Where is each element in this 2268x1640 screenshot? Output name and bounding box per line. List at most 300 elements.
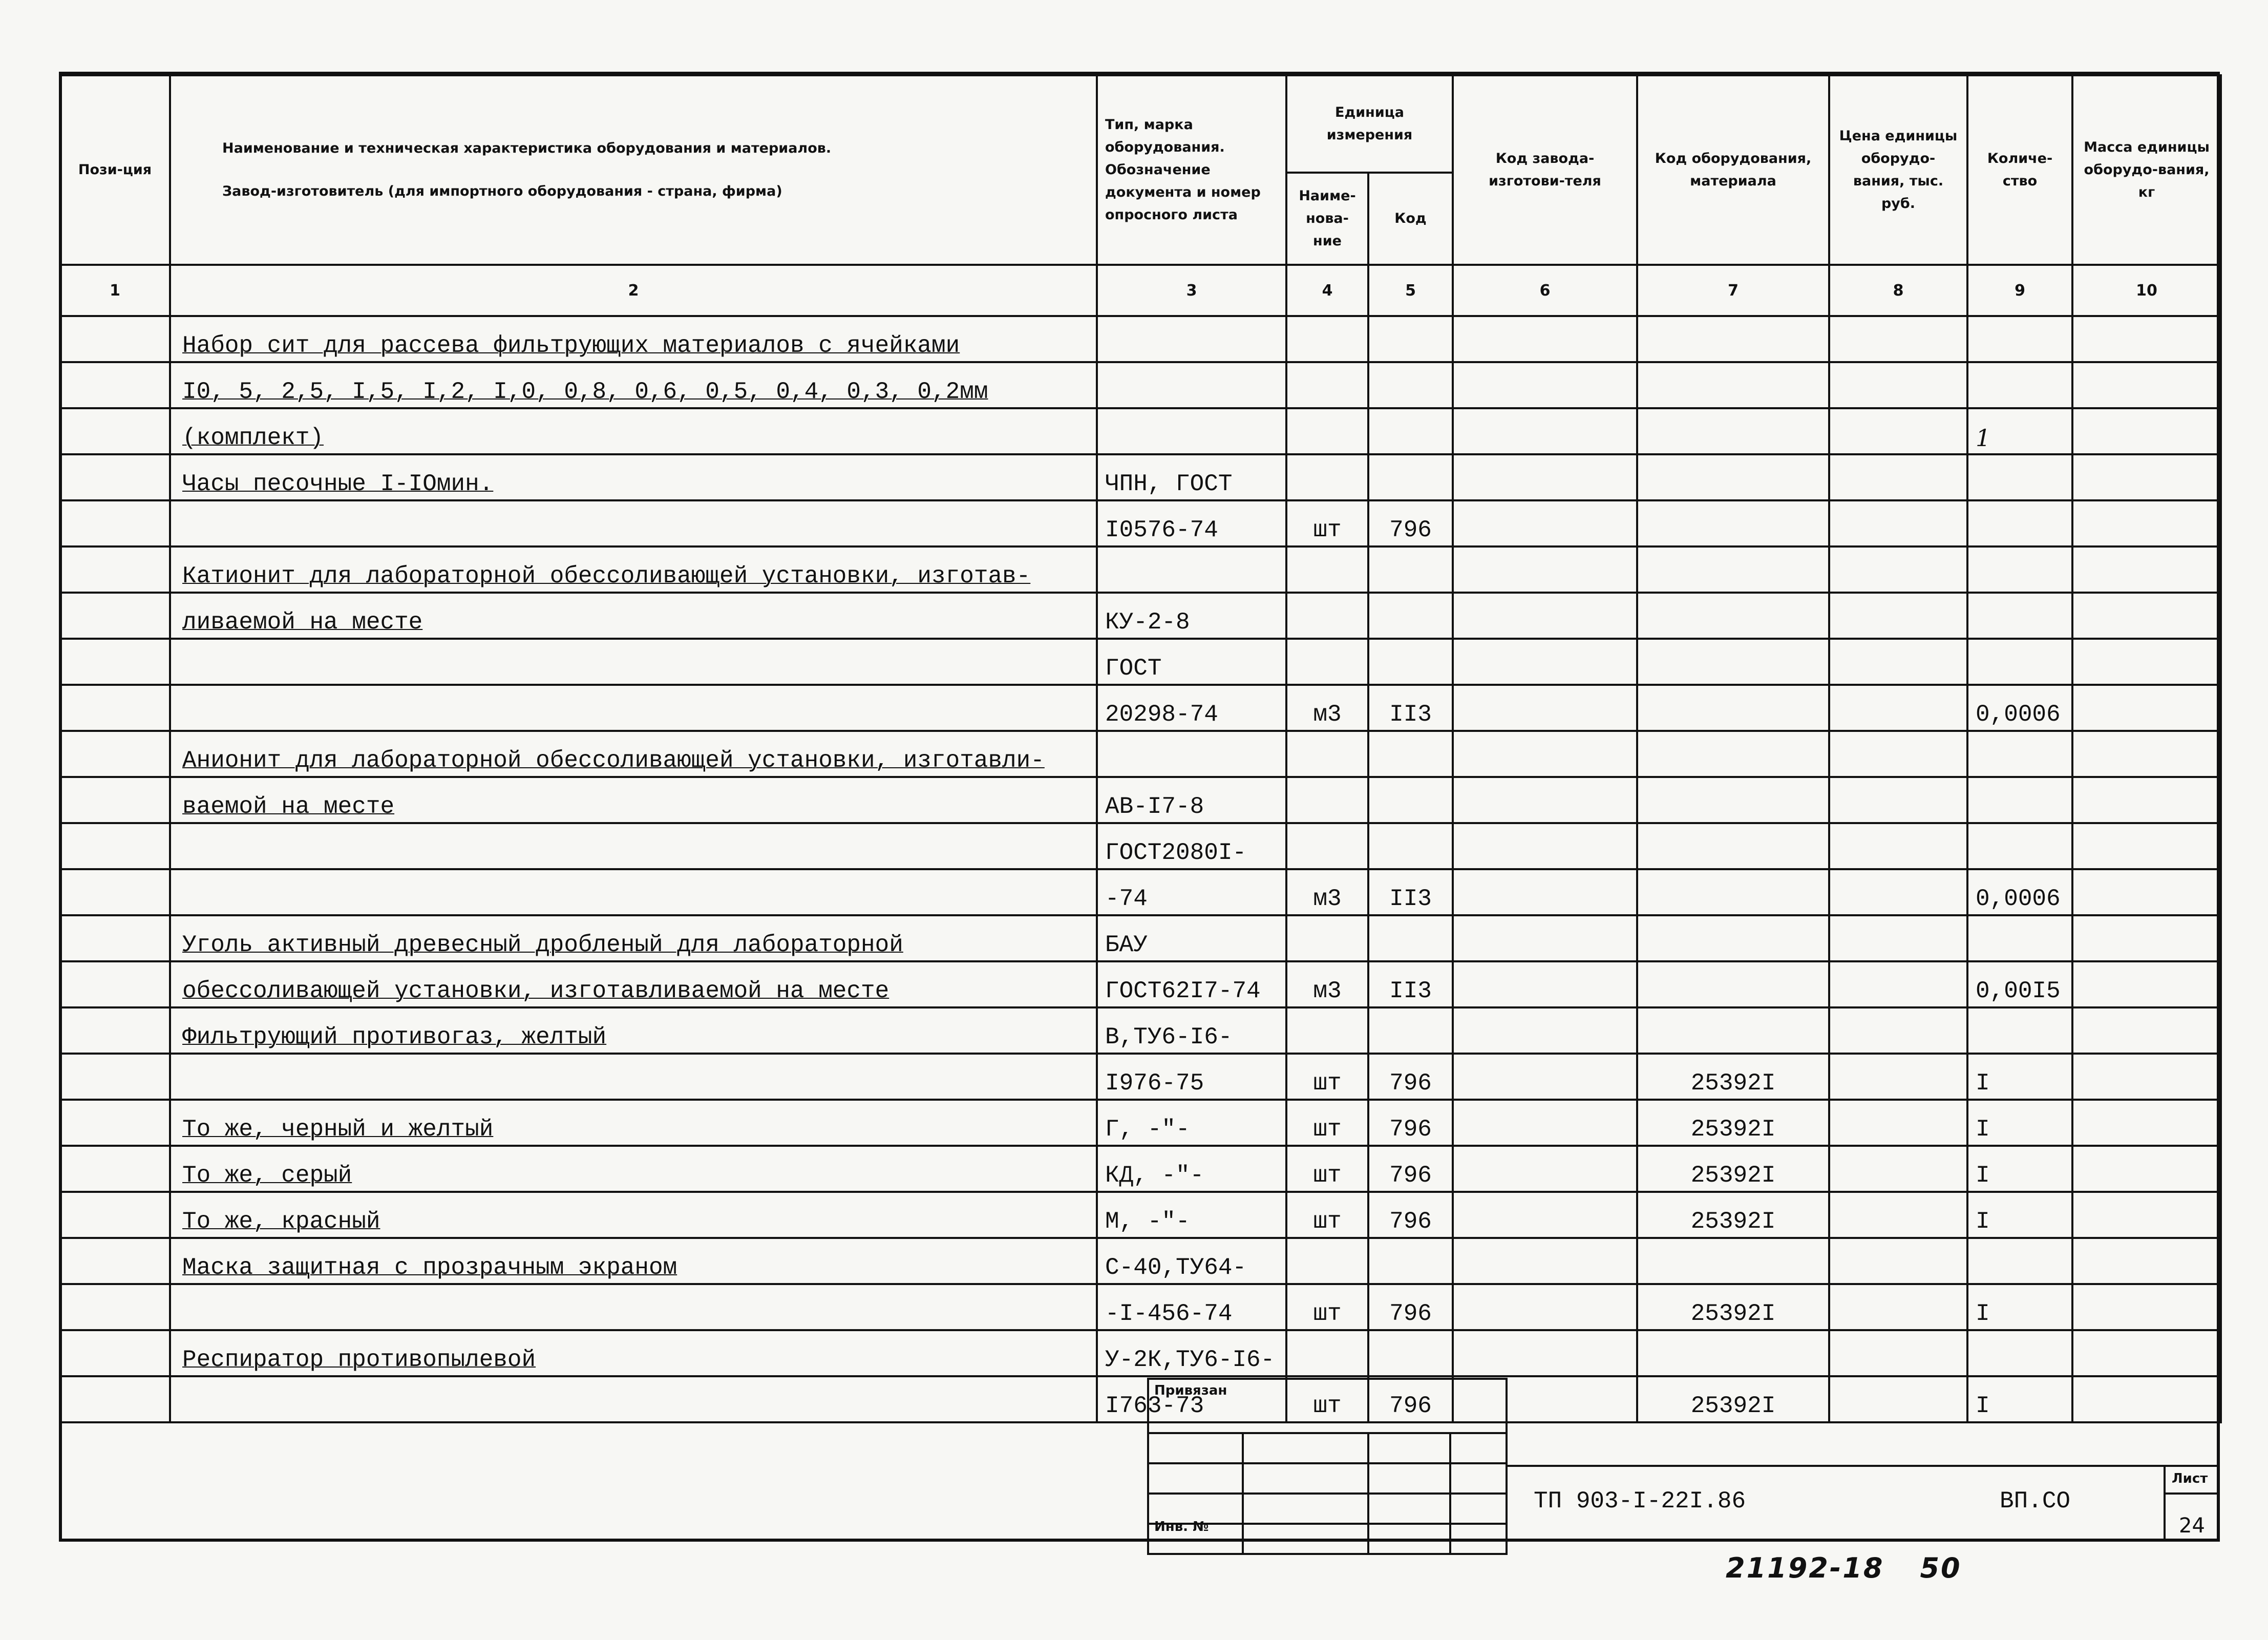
header-unit-group: Единица измерения: [1286, 75, 1453, 173]
table-row: [60, 408, 2221, 454]
unit-name-cell: [1286, 823, 1368, 869]
name-cell: Набор сит для рассева фильтрующих материалов с ячейками: [170, 316, 1097, 362]
unit-code-cell: [1368, 915, 1453, 961]
unit-code-cell: 796: [1368, 1146, 1453, 1192]
type-cell: [1097, 316, 1286, 362]
quantity-cell: [1967, 823, 2072, 869]
table-row: [60, 1192, 2221, 1238]
type-cell: С-40,ТУ64-: [1097, 1238, 1286, 1284]
quantity-cell: 0,0006: [1967, 869, 2072, 915]
name-cell: [170, 685, 1097, 731]
quantity-cell: I: [1967, 1284, 2072, 1330]
equipment-code-cell: [1637, 1007, 1829, 1054]
name-cell: ваемой на месте: [170, 777, 1097, 823]
factory-code-cell: [1453, 1238, 1637, 1284]
sheet-number-box: [2164, 1465, 2220, 1542]
price-cell: [1829, 362, 1967, 408]
price-cell: [1829, 1146, 1967, 1192]
price-cell: [1829, 915, 1967, 961]
price-cell: [1829, 593, 1967, 639]
column-number: 7: [1637, 265, 1829, 316]
mass-cell: [2072, 593, 2221, 639]
header-equipment-code: Код оборудования, материала: [1637, 75, 1829, 265]
unit-name-cell: [1286, 362, 1368, 408]
unit-name-cell: [1286, 915, 1368, 961]
equipment-code-cell: 25392I: [1637, 1192, 1829, 1238]
unit-code-cell: II3: [1368, 685, 1453, 731]
unit-name-cell: м3: [1286, 685, 1368, 731]
factory-code-cell: [1453, 546, 1637, 593]
unit-code-cell: II3: [1368, 961, 1453, 1007]
type-cell: [1097, 362, 1286, 408]
position-cell: [60, 685, 170, 731]
mass-cell: [2072, 961, 2221, 1007]
mass-cell: [2072, 869, 2221, 915]
unit-code-cell: [1368, 362, 1453, 408]
price-cell: [1829, 1238, 1967, 1284]
unit-code-cell: [1368, 546, 1453, 593]
equipment-code-cell: [1637, 961, 1829, 1007]
factory-code-cell: [1453, 593, 1637, 639]
type-cell: ГОСТ: [1097, 639, 1286, 685]
mass-cell: [2072, 823, 2221, 869]
column-number: 2: [170, 265, 1097, 316]
unit-code-cell: [1368, 316, 1453, 362]
header-mass: Масса единицы оборудо-вания, кг: [2072, 75, 2221, 265]
unit-name-cell: [1286, 593, 1368, 639]
position-cell: [60, 961, 170, 1007]
position-cell: [60, 408, 170, 454]
factory-code-cell: [1453, 362, 1637, 408]
name-cell: [170, 823, 1097, 869]
mass-cell: [2072, 1007, 2221, 1054]
name-cell: [170, 500, 1097, 546]
quantity-cell: 1: [1967, 408, 2072, 454]
name-cell: То же, черный и желтый: [170, 1100, 1097, 1146]
table-row: [60, 362, 2221, 408]
bottom-page: 50: [1920, 1552, 1962, 1584]
position-cell: [60, 1007, 170, 1054]
table-row: [60, 1376, 2221, 1422]
position-cell: [60, 823, 170, 869]
mass-cell: [2072, 1146, 2221, 1192]
equipment-code-cell: [1637, 685, 1829, 731]
header-name: [170, 75, 1097, 265]
quantity-cell: [1967, 500, 2072, 546]
table-row: [60, 1284, 2221, 1330]
name-cell: Анионит для лабораторной обессоливающей установки, изготавли-: [170, 731, 1097, 777]
name-cell: То же, красный: [170, 1192, 1097, 1238]
bottom-note: [1726, 1552, 1962, 1584]
equipment-code-cell: [1637, 915, 1829, 961]
price-cell: [1829, 961, 1967, 1007]
column-number: 10: [2072, 265, 2221, 316]
equipment-code-cell: [1637, 408, 1829, 454]
factory-code-cell: [1453, 1100, 1637, 1146]
equipment-code-cell: [1637, 316, 1829, 362]
mass-cell: [2072, 1100, 2221, 1146]
header-quantity: Количе-ство: [1967, 75, 2072, 265]
position-cell: [60, 362, 170, 408]
equipment-code-cell: 25392I: [1637, 1146, 1829, 1192]
header-name-line1: Наименование и техническая характеристика оборудования и материалов.: [222, 140, 832, 156]
unit-name-cell: м3: [1286, 869, 1368, 915]
table-row: [60, 1238, 2221, 1284]
unit-code-cell: [1368, 454, 1453, 500]
column-number-row: [60, 265, 2221, 316]
quantity-cell: [1967, 1238, 2072, 1284]
price-cell: [1829, 1054, 1967, 1100]
privyazan-label: Привязан: [1154, 1383, 1227, 1398]
quantity-cell: 0,0006: [1967, 685, 2072, 731]
table-row: [60, 777, 2221, 823]
name-cell: Уголь активный древесный дробленый для лабораторной: [170, 915, 1097, 961]
section-code: ВП.СО: [2000, 1488, 2071, 1515]
factory-code-cell: [1453, 777, 1637, 823]
unit-name-cell: м3: [1286, 961, 1368, 1007]
position-cell: [60, 777, 170, 823]
unit-code-cell: [1368, 731, 1453, 777]
name-cell: Маска защитная с прозрачным экраном: [170, 1238, 1097, 1284]
header-unit-name: Наиме-нова-ние: [1286, 173, 1368, 265]
mass-cell: [2072, 316, 2221, 362]
header-unit-code: Код: [1368, 173, 1453, 265]
factory-code-cell: [1453, 915, 1637, 961]
name-cell: Фильтрующий противогаз, желтый: [170, 1007, 1097, 1054]
mass-cell: [2072, 777, 2221, 823]
factory-code-cell: [1453, 1054, 1637, 1100]
factory-code-cell: [1453, 961, 1637, 1007]
inventory-number-label: Инв. №: [1154, 1519, 1209, 1534]
unit-code-cell: II3: [1368, 869, 1453, 915]
quantity-cell: [1967, 593, 2072, 639]
unit-name-cell: [1286, 546, 1368, 593]
quantity-cell: [1967, 731, 2072, 777]
mass-cell: [2072, 685, 2221, 731]
unit-name-cell: шт: [1286, 1192, 1368, 1238]
column-number: 1: [60, 265, 170, 316]
unit-name-cell: шт: [1286, 1376, 1368, 1422]
type-cell: У-2К,ТУ6-I6-: [1097, 1330, 1286, 1376]
title-block: [1147, 1378, 1506, 1542]
type-cell: I763-73: [1097, 1376, 1286, 1422]
name-cell: То же, серый: [170, 1146, 1097, 1192]
equipment-code-cell: [1637, 546, 1829, 593]
table-row: [60, 1100, 2221, 1146]
name-cell: Катионит для лабораторной обессоливающей установки, изготав-: [170, 546, 1097, 593]
mass-cell: [2072, 639, 2221, 685]
type-cell: М, -"-: [1097, 1192, 1286, 1238]
equipment-code-cell: [1637, 362, 1829, 408]
unit-code-cell: [1368, 777, 1453, 823]
name-cell: Часы песочные I-IOмин.: [170, 454, 1097, 500]
price-cell: [1829, 546, 1967, 593]
unit-code-cell: 796: [1368, 1100, 1453, 1146]
factory-code-cell: [1453, 1284, 1637, 1330]
name-cell: [170, 1376, 1097, 1422]
type-cell: ГОСТ62I7-74: [1097, 961, 1286, 1007]
equipment-code-cell: [1637, 454, 1829, 500]
unit-code-cell: [1368, 1007, 1453, 1054]
unit-name-cell: [1286, 639, 1368, 685]
header-name-line2: Завод-изготовитель (для импортного оборудования - страна, фирма): [222, 183, 782, 199]
factory-code-cell: [1453, 316, 1637, 362]
bottom-code: 21192-18: [1726, 1552, 1884, 1584]
price-cell: [1829, 823, 1967, 869]
table-row: [60, 1330, 2221, 1376]
quantity-cell: I: [1967, 1146, 2072, 1192]
price-cell: [1829, 454, 1967, 500]
unit-code-cell: [1368, 593, 1453, 639]
header-position: Пози-ция: [60, 75, 170, 265]
quantity-cell: [1967, 1330, 2072, 1376]
type-cell: ГОСТ2080I-: [1097, 823, 1286, 869]
unit-name-cell: [1286, 731, 1368, 777]
column-number: 8: [1829, 265, 1967, 316]
position-cell: [60, 915, 170, 961]
unit-name-cell: шт: [1286, 500, 1368, 546]
mass-cell: [2072, 546, 2221, 593]
factory-code-cell: [1453, 639, 1637, 685]
price-cell: [1829, 408, 1967, 454]
price-cell: [1829, 869, 1967, 915]
unit-code-cell: 796: [1368, 1376, 1453, 1422]
name-cell: [170, 639, 1097, 685]
position-cell: [60, 1330, 170, 1376]
unit-name-cell: шт: [1286, 1284, 1368, 1330]
mass-cell: [2072, 1238, 2221, 1284]
position-cell: [60, 1376, 170, 1422]
quantity-cell: I: [1967, 1100, 2072, 1146]
type-cell: КД, -"-: [1097, 1146, 1286, 1192]
position-cell: [60, 1238, 170, 1284]
quantity-cell: [1967, 546, 2072, 593]
mass-cell: [2072, 408, 2221, 454]
header-type: Тип, марка оборудования. Обозначение документа и номер опросного листа: [1097, 75, 1286, 265]
quantity-cell: [1967, 1007, 2072, 1054]
price-cell: [1829, 500, 1967, 546]
price-cell: [1829, 1100, 1967, 1146]
unit-code-cell: [1368, 1238, 1453, 1284]
name-cell: обессоливающей установки, изготавливаемой на месте: [170, 961, 1097, 1007]
name-cell: [170, 1284, 1097, 1330]
unit-name-cell: шт: [1286, 1100, 1368, 1146]
sheet-label: Лист: [2172, 1471, 2208, 1486]
header-row: [60, 75, 2221, 173]
mass-cell: [2072, 500, 2221, 546]
mass-cell: [2072, 915, 2221, 961]
unit-code-cell: 796: [1368, 1284, 1453, 1330]
table-row: [60, 593, 2221, 639]
position-cell: [60, 1100, 170, 1146]
quantity-cell: [1967, 454, 2072, 500]
mass-cell: [2072, 731, 2221, 777]
equipment-code-cell: 25392I: [1637, 1054, 1829, 1100]
type-cell: [1097, 408, 1286, 454]
equipment-code-cell: 25392I: [1637, 1100, 1829, 1146]
name-cell: [170, 869, 1097, 915]
name-cell: (комплект): [170, 408, 1097, 454]
column-number: 4: [1286, 265, 1368, 316]
equipment-code-cell: [1637, 593, 1829, 639]
factory-code-cell: [1453, 823, 1637, 869]
type-cell: КУ-2-8: [1097, 593, 1286, 639]
column-number: 6: [1453, 265, 1637, 316]
mass-cell: [2072, 1192, 2221, 1238]
mass-cell: [2072, 1376, 2221, 1422]
table-row: [60, 1007, 2221, 1054]
specification-body: [60, 316, 2221, 1422]
type-cell: I976-75: [1097, 1054, 1286, 1100]
column-number: 3: [1097, 265, 1286, 316]
table-row: [60, 1054, 2221, 1100]
mass-cell: [2072, 1284, 2221, 1330]
unit-code-cell: [1368, 639, 1453, 685]
position-cell: [60, 1146, 170, 1192]
position-cell: [60, 1192, 170, 1238]
factory-code-cell: [1453, 685, 1637, 731]
table-row: [60, 500, 2221, 546]
price-cell: [1829, 316, 1967, 362]
type-cell: БАУ: [1097, 915, 1286, 961]
type-cell: В,ТУ6-I6-: [1097, 1007, 1286, 1054]
quantity-cell: I: [1967, 1192, 2072, 1238]
factory-code-cell: [1453, 408, 1637, 454]
table-row: [60, 823, 2221, 869]
name-cell: ливаемой на месте: [170, 593, 1097, 639]
position-cell: [60, 316, 170, 362]
table-row: [60, 639, 2221, 685]
quantity-cell: [1967, 915, 2072, 961]
factory-code-cell: [1453, 731, 1637, 777]
factory-code-cell: [1453, 1330, 1637, 1376]
type-cell: Г, -"-: [1097, 1100, 1286, 1146]
table-row: [60, 1146, 2221, 1192]
name-cell: [170, 1054, 1097, 1100]
unit-name-cell: [1286, 1238, 1368, 1284]
table-row: [60, 316, 2221, 362]
unit-code-cell: 796: [1368, 1054, 1453, 1100]
position-cell: [60, 500, 170, 546]
position-cell: [60, 639, 170, 685]
table-row: [60, 685, 2221, 731]
unit-name-cell: [1286, 408, 1368, 454]
mass-cell: [2072, 1054, 2221, 1100]
name-cell: I0, 5, 2,5, I,5, I,2, I,0, 0,8, 0,6, 0,5, 0,4, 0,3, 0,2мм: [170, 362, 1097, 408]
unit-name-cell: [1286, 1007, 1368, 1054]
header-price: Цена единицы оборудо-вания, тыс. руб.: [1829, 75, 1967, 265]
table-row: [60, 915, 2221, 961]
name-cell: Респиратор противопылевой: [170, 1330, 1097, 1376]
equipment-code-cell: 25392I: [1637, 1376, 1829, 1422]
unit-code-cell: [1368, 1330, 1453, 1376]
price-cell: [1829, 685, 1967, 731]
quantity-cell: I: [1967, 1054, 2072, 1100]
document-code: ТП 903-I-22I.86: [1534, 1488, 1746, 1515]
mass-cell: [2072, 1330, 2221, 1376]
column-number: 5: [1368, 265, 1453, 316]
unit-name-cell: [1286, 316, 1368, 362]
price-cell: [1829, 731, 1967, 777]
sheet-number: 24: [2179, 1514, 2205, 1538]
price-cell: [1829, 1284, 1967, 1330]
price-cell: [1829, 1376, 1967, 1422]
position-cell: [60, 546, 170, 593]
equipment-code-cell: [1637, 639, 1829, 685]
unit-name-cell: шт: [1286, 1146, 1368, 1192]
unit-name-cell: [1286, 777, 1368, 823]
type-cell: 20298-74: [1097, 685, 1286, 731]
mass-cell: [2072, 362, 2221, 408]
type-cell: АВ-I7-8: [1097, 777, 1286, 823]
position-cell: [60, 593, 170, 639]
type-cell: I0576-74: [1097, 500, 1286, 546]
unit-code-cell: 796: [1368, 1192, 1453, 1238]
unit-code-cell: [1368, 408, 1453, 454]
type-cell: ЧПН, ГОСТ: [1097, 454, 1286, 500]
table-row: [60, 731, 2221, 777]
quantity-cell: [1967, 777, 2072, 823]
header-factory-code: Код завода-изготови-теля: [1453, 75, 1637, 265]
position-cell: [60, 869, 170, 915]
equipment-code-cell: [1637, 777, 1829, 823]
equipment-code-cell: [1637, 1238, 1829, 1284]
position-cell: [60, 1054, 170, 1100]
type-cell: [1097, 546, 1286, 593]
factory-code-cell: [1453, 869, 1637, 915]
equipment-code-cell: [1637, 731, 1829, 777]
price-cell: [1829, 1192, 1967, 1238]
quantity-cell: [1967, 639, 2072, 685]
column-number: 9: [1967, 265, 2072, 316]
quantity-cell: I: [1967, 1376, 2072, 1422]
price-cell: [1829, 1007, 1967, 1054]
table-row: [60, 454, 2221, 500]
type-cell: [1097, 731, 1286, 777]
position-cell: [60, 1284, 170, 1330]
quantity-cell: [1967, 316, 2072, 362]
factory-code-cell: [1453, 454, 1637, 500]
specification-table: [59, 74, 2222, 1423]
equipment-code-cell: [1637, 1330, 1829, 1376]
quantity-cell: 0,00I5: [1967, 961, 2072, 1007]
factory-code-cell: [1453, 1007, 1637, 1054]
factory-code-cell: [1453, 1192, 1637, 1238]
equipment-code-cell: [1637, 823, 1829, 869]
table-row: [60, 869, 2221, 915]
equipment-code-cell: [1637, 869, 1829, 915]
unit-code-cell: [1368, 823, 1453, 869]
type-cell: -74: [1097, 869, 1286, 915]
unit-name-cell: шт: [1286, 1054, 1368, 1100]
equipment-code-cell: 25392I: [1637, 1284, 1829, 1330]
price-cell: [1829, 777, 1967, 823]
position-cell: [60, 731, 170, 777]
factory-code-cell: [1453, 1146, 1637, 1192]
table-row: [60, 961, 2221, 1007]
unit-code-cell: 796: [1368, 500, 1453, 546]
equipment-code-cell: [1637, 500, 1829, 546]
quantity-cell: [1967, 362, 2072, 408]
unit-name-cell: [1286, 454, 1368, 500]
mass-cell: [2072, 454, 2221, 500]
factory-code-cell: [1453, 500, 1637, 546]
position-cell: [60, 454, 170, 500]
unit-name-cell: [1286, 1330, 1368, 1376]
type-cell: -I-456-74: [1097, 1284, 1286, 1330]
price-cell: [1829, 1330, 1967, 1376]
table-row: [60, 546, 2221, 593]
